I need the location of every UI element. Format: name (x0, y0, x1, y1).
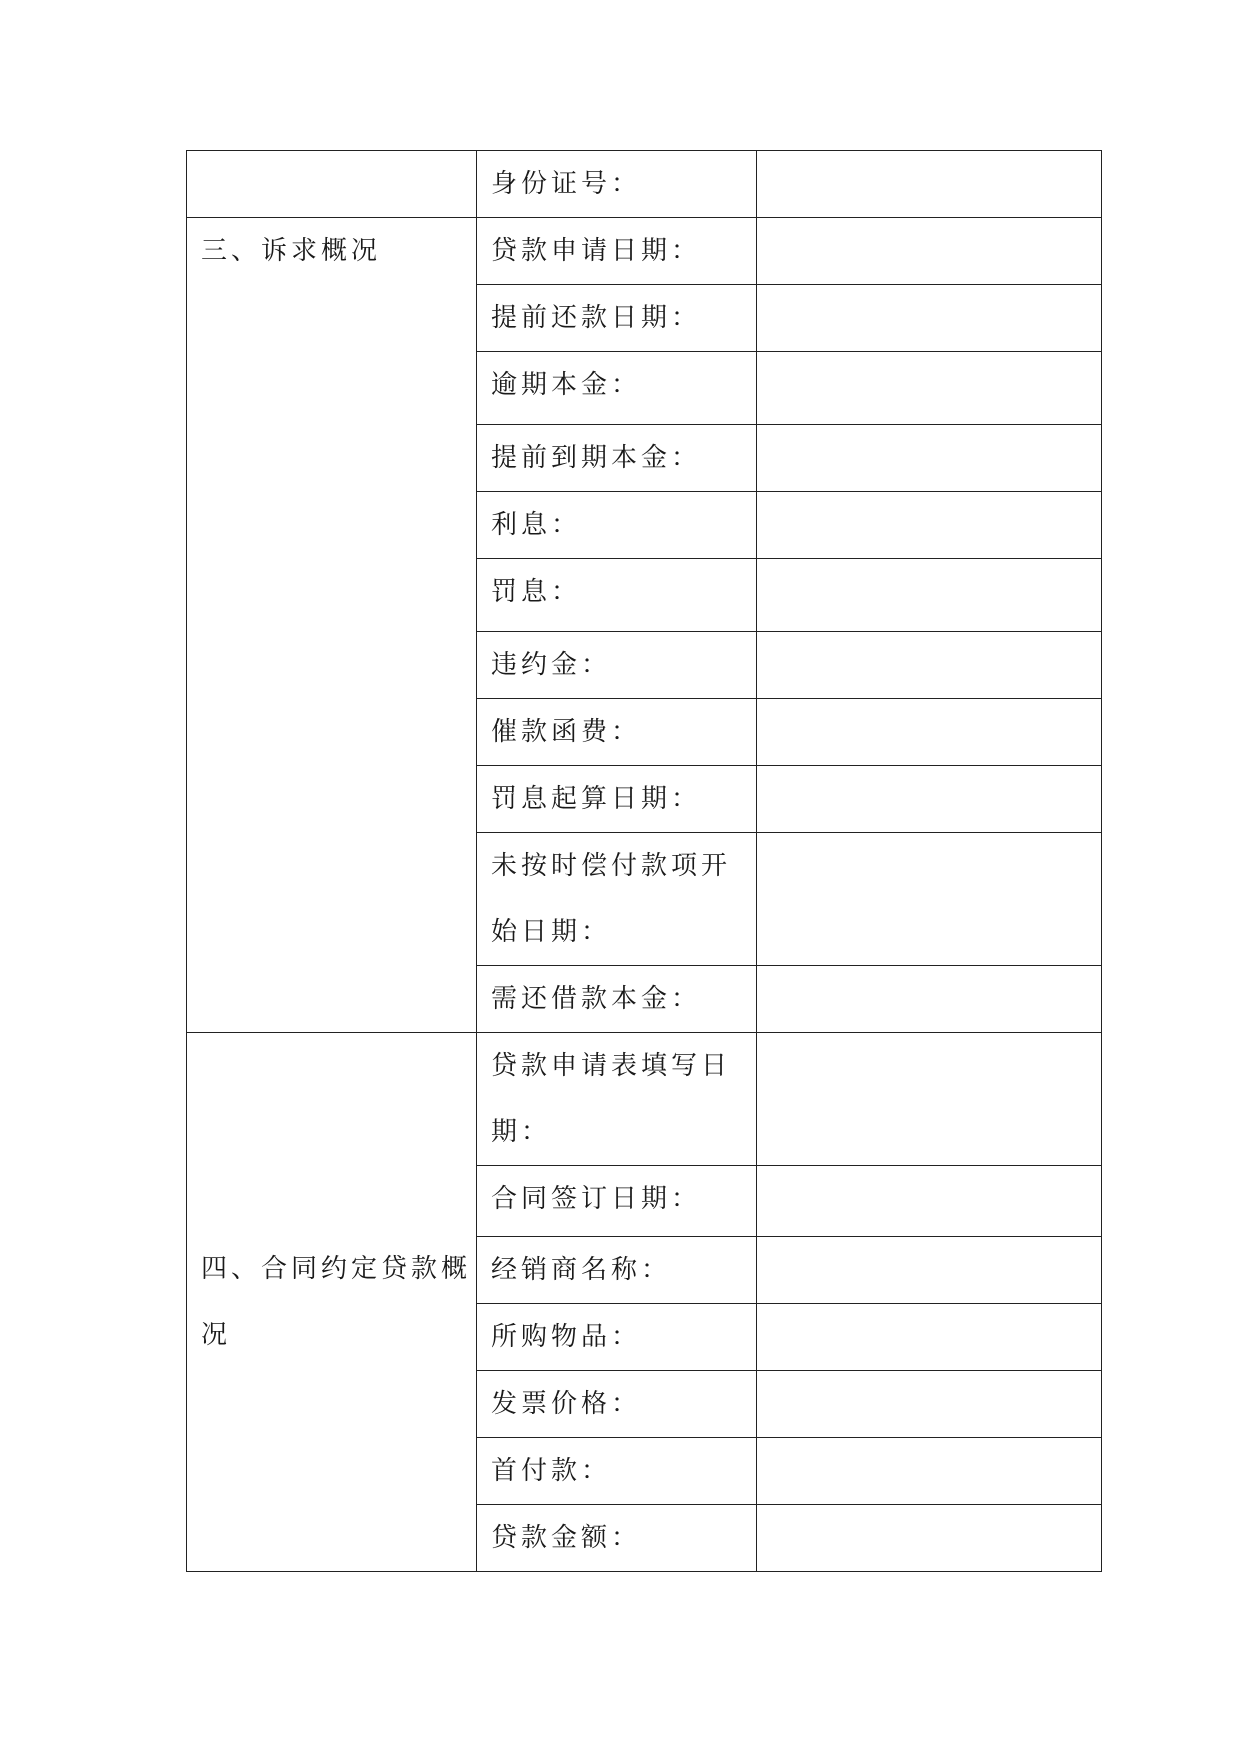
field-label-purchased-goods: 所购物品： (477, 1304, 757, 1371)
field-label-interest: 利息： (477, 492, 757, 559)
field-value-loan-amount[interactable] (757, 1505, 1102, 1572)
field-value-invoice-price[interactable] (757, 1371, 1102, 1438)
field-value-overdue-principal[interactable] (757, 352, 1102, 425)
field-value-purchased-goods[interactable] (757, 1304, 1102, 1371)
field-value-penalty-start-date[interactable] (757, 766, 1102, 833)
field-label-dealer-name: 经销商名称： (477, 1237, 757, 1304)
field-value-loan-application-date[interactable] (757, 218, 1102, 285)
field-label-down-payment: 首付款： (477, 1438, 757, 1505)
field-label-collection-letter-fee: 催款函费： (477, 699, 757, 766)
field-value-dealer-name[interactable] (757, 1237, 1102, 1304)
table-row (187, 1033, 1102, 1166)
field-label-accelerated-principal: 提前到期本金： (477, 425, 757, 492)
field-value-penalty-interest[interactable] (757, 559, 1102, 632)
table-row (187, 151, 1102, 218)
field-label-early-repayment-date: 提前还款日期： (477, 285, 757, 352)
field-value-liquidated-damages[interactable] (757, 632, 1102, 699)
field-label-liquidated-damages: 违约金： (477, 632, 757, 699)
field-label-nonpayment-start-date: 未按时偿付款项开始日期： (477, 833, 757, 966)
field-value-collection-letter-fee[interactable] (757, 699, 1102, 766)
field-value-nonpayment-start-date[interactable] (757, 833, 1102, 966)
field-value-principal-to-repay[interactable] (757, 966, 1102, 1033)
form-table (186, 150, 1102, 1572)
field-label-penalty-interest: 罚息： (477, 559, 757, 632)
field-label-invoice-price: 发票价格： (477, 1371, 757, 1438)
field-label-principal-to-repay: 需还借款本金： (477, 966, 757, 1033)
section-cell (187, 151, 477, 218)
field-label-application-form-date: 贷款申请表填写日期： (477, 1033, 757, 1166)
field-value-application-form-date[interactable] (757, 1033, 1102, 1166)
section-claims-overview: 三、诉求概况 (187, 218, 477, 1033)
field-label-loan-amount: 贷款金额： (477, 1505, 757, 1572)
field-label-penalty-start-date: 罚息起算日期： (477, 766, 757, 833)
field-label-contract-signing-date: 合同签订日期： (477, 1166, 757, 1237)
section-contract-loan-overview: 四、合同约定贷款概况 (187, 1033, 477, 1572)
field-value-contract-signing-date[interactable] (757, 1166, 1102, 1237)
field-value-down-payment[interactable] (757, 1438, 1102, 1505)
table-row (187, 218, 1102, 285)
field-label-id-number: 身份证号： (477, 151, 757, 218)
field-value-interest[interactable] (757, 492, 1102, 559)
field-label-overdue-principal: 逾期本金： (477, 352, 757, 425)
field-label-loan-application-date: 贷款申请日期： (477, 218, 757, 285)
field-value-id-number[interactable] (757, 151, 1102, 218)
field-value-accelerated-principal[interactable] (757, 425, 1102, 492)
field-value-early-repayment-date[interactable] (757, 285, 1102, 352)
